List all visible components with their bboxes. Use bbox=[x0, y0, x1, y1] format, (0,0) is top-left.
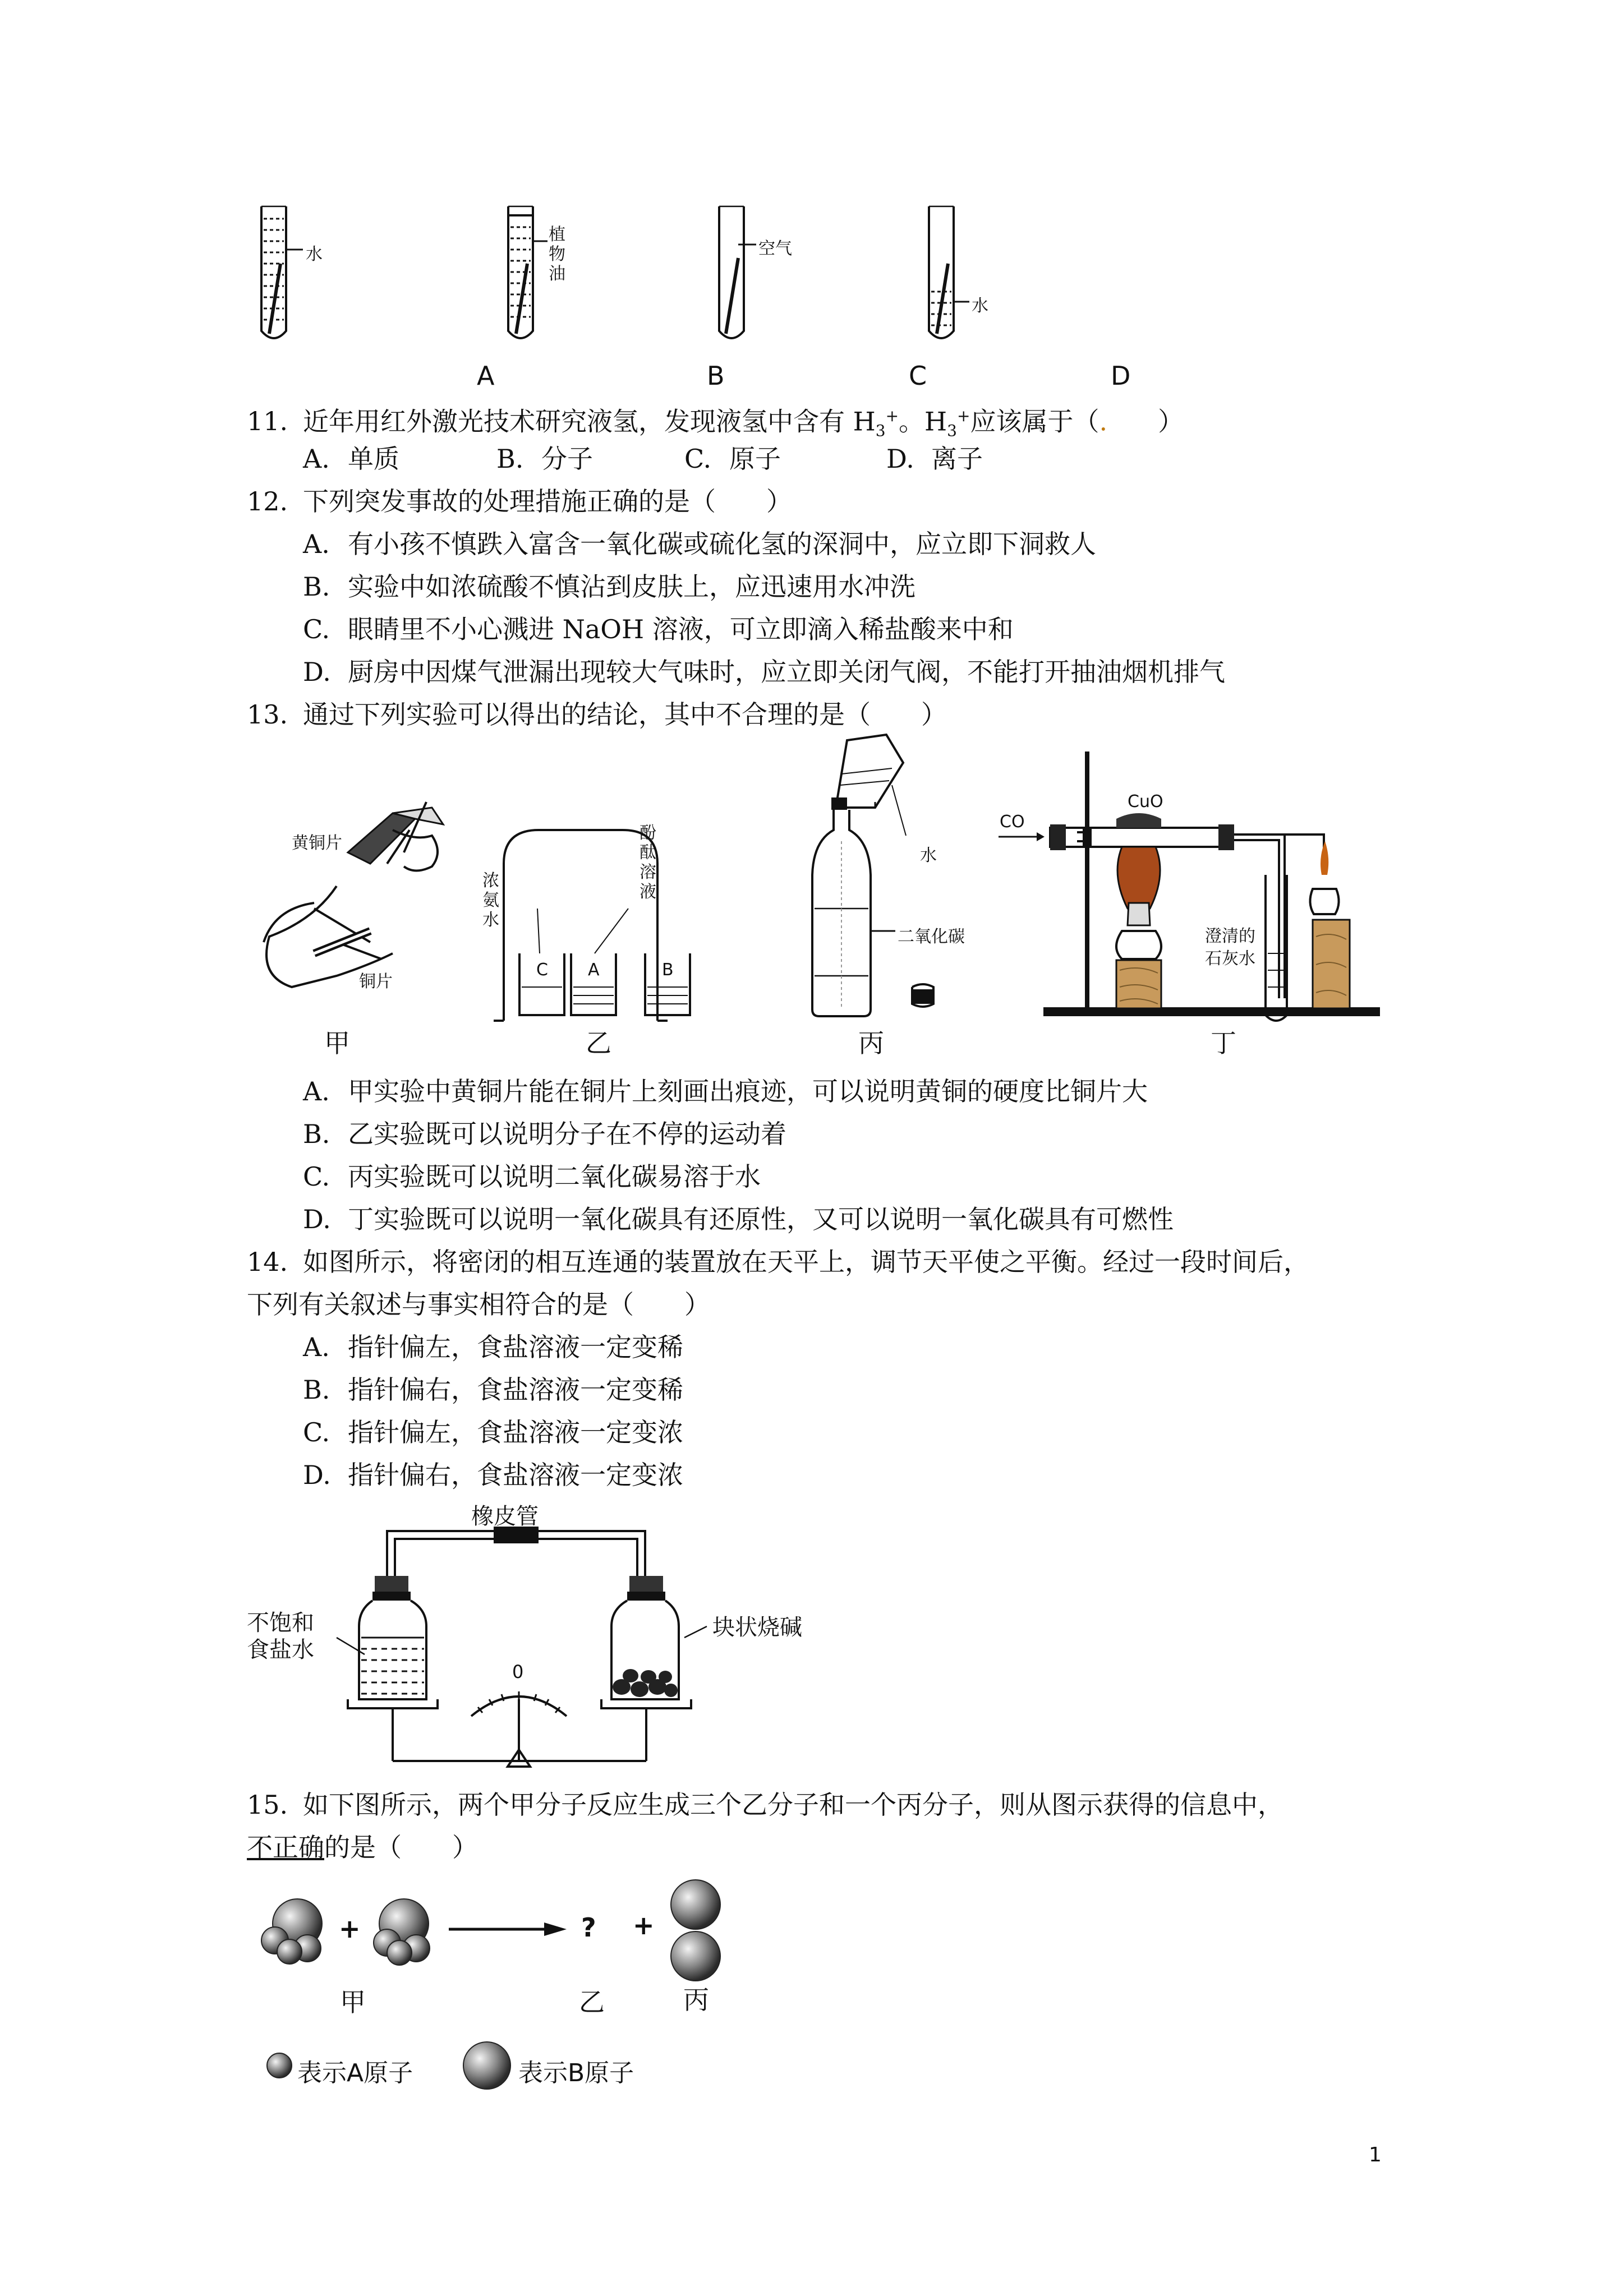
q14-number: 14. bbox=[247, 1247, 288, 1277]
q11-option-b[interactable]: B. 分子 bbox=[496, 444, 593, 474]
q14-tube-label: 橡皮管 bbox=[471, 1504, 539, 1529]
ding-note-co: CO bbox=[1000, 812, 1025, 832]
bing-note-co2: 二氧化碳 bbox=[898, 927, 965, 947]
q13-number: 13. bbox=[247, 699, 288, 730]
yi-beaker-c: C bbox=[536, 960, 548, 980]
q12-stem-text: 下列突发事故的处理措施正确的是（ bbox=[303, 486, 716, 517]
q11-sub2: 3 bbox=[947, 421, 957, 440]
q14-stem-text-1: 如图所示，将密闭的相互连通的装置放在天平上，调节天平使之平衡。经过一段时间后， bbox=[303, 1247, 1309, 1277]
q11-sup2: + bbox=[957, 407, 970, 425]
caption-bing: 丙 bbox=[858, 1028, 884, 1058]
yi-note-phenol-1: 酚 bbox=[640, 823, 656, 843]
yi-note-phenol-3: 溶 bbox=[640, 863, 656, 882]
q11-option-c[interactable]: C. 原子 bbox=[684, 444, 781, 474]
tube-b-note-3: 油 bbox=[549, 264, 565, 284]
q15-legend-b: 表示B原子 bbox=[518, 2059, 634, 2087]
q15-underlined: 不正确 bbox=[247, 1832, 324, 1862]
q14-left-label-1: 不饱和 bbox=[247, 1610, 314, 1636]
q11-sub1: 3 bbox=[875, 421, 886, 440]
q15-caption-yi: 乙 bbox=[579, 1987, 605, 2017]
q11-sup1: + bbox=[885, 407, 899, 425]
q15-legend-a: 表示A原子 bbox=[297, 2059, 413, 2087]
tube-label-c: C bbox=[909, 361, 927, 391]
q14-left-label-2: 食盐水 bbox=[247, 1637, 314, 1663]
q11-stray-dot: . bbox=[1099, 406, 1108, 437]
tube-b-note-2: 物 bbox=[549, 245, 565, 264]
tube-label-d: D bbox=[1111, 361, 1131, 391]
page-number: 1 bbox=[1369, 2143, 1382, 2166]
q14-close: ） bbox=[684, 1289, 710, 1320]
q13-stem-text: 通过下列实验可以得出的结论，其中不合理的是（ bbox=[303, 699, 871, 730]
yi-note-ammonia-1: 浓 bbox=[482, 871, 499, 891]
bing-note-water: 水 bbox=[920, 846, 937, 865]
q12-number: 12. bbox=[247, 486, 288, 517]
caption-jia: 甲 bbox=[324, 1028, 350, 1058]
q13-option-c[interactable]: C. 丙实验既可以说明二氧化碳易溶于水 bbox=[303, 1161, 761, 1192]
q15-stem-text-2: 的是（ bbox=[324, 1832, 402, 1862]
ding-note-cuo: CuO bbox=[1128, 792, 1163, 812]
yi-beaker-b: B bbox=[662, 960, 674, 980]
ding-note-limewater-1: 澄清的 bbox=[1205, 926, 1255, 946]
q11-option-a[interactable]: A. 单质 bbox=[303, 444, 399, 474]
tube-b-note-1: 植 bbox=[549, 225, 565, 245]
tube-label-a: A bbox=[477, 361, 495, 391]
caption-ding: 丁 bbox=[1211, 1028, 1236, 1058]
caption-yi: 乙 bbox=[586, 1028, 611, 1058]
q13-option-d[interactable]: D. 丁实验既可以说明一氧化碳具有还原性，又可以说明一氧化碳具有可燃性 bbox=[303, 1204, 1174, 1234]
q15-caption-jia: 甲 bbox=[340, 1987, 366, 2017]
q11-option-d[interactable]: D. 离子 bbox=[886, 444, 983, 474]
q14-option-c[interactable]: C. 指针偏左，食盐溶液一定变浓 bbox=[303, 1417, 683, 1447]
q14-option-d[interactable]: D. 指针偏右，食盐溶液一定变浓 bbox=[303, 1460, 683, 1490]
q13-option-b[interactable]: B. 乙实验既可以说明分子在不停的运动着 bbox=[303, 1119, 786, 1149]
jia-note-brass: 黄铜片 bbox=[292, 833, 342, 853]
yi-note-ammonia-2: 氨 bbox=[482, 891, 499, 910]
q11-text-after: 应该属于（ bbox=[970, 406, 1099, 437]
q14-stem-text-2: 下列有关叙述与事实相符合的是（ bbox=[247, 1289, 634, 1320]
q12-option-a[interactable]: A. 有小孩不慎跌入富含一氧化碳或硫化氢的深洞中，应立即下洞救人 bbox=[303, 529, 1096, 559]
yi-beaker-a: A bbox=[588, 960, 600, 980]
tube-c-note: 空气 bbox=[758, 239, 792, 259]
q11-close: ） bbox=[1158, 406, 1184, 437]
q14-option-b[interactable]: B. 指针偏右，食盐溶液一定变稀 bbox=[303, 1375, 683, 1405]
yi-note-phenol-2: 酞 bbox=[640, 843, 656, 863]
q13-close: ） bbox=[921, 699, 947, 730]
tube-label-b: B bbox=[707, 361, 725, 391]
q15-plus-2: + bbox=[633, 1910, 655, 1940]
q12-option-d[interactable]: D. 厨房中因煤气泄漏出现较大气味时，应立即关闭气阀，不能打开抽油烟机排气 bbox=[303, 657, 1225, 687]
yi-note-phenol-4: 液 bbox=[640, 882, 656, 902]
q12-close: ） bbox=[766, 486, 792, 517]
tube-d-note: 水 bbox=[972, 296, 988, 316]
tube-a-note: 水 bbox=[306, 245, 323, 264]
q15-stem-text-1: 如下图所示，两个甲分子反应生成三个乙分子和一个丙分子，则从图示获得的信息中， bbox=[303, 1790, 1283, 1820]
q15-question: ? bbox=[581, 1912, 596, 1943]
q14-option-a[interactable]: A. 指针偏左，食盐溶液一定变稀 bbox=[303, 1332, 683, 1362]
q14-scale-zero: 0 bbox=[512, 1661, 524, 1682]
yi-note-ammonia-3: 水 bbox=[482, 910, 499, 930]
q11-number: 11. bbox=[247, 406, 288, 437]
ding-note-limewater-2: 石灰水 bbox=[1205, 949, 1255, 969]
q12-option-b[interactable]: B. 实验中如浓硫酸不慎沾到皮肤上，应迅速用水冲洗 bbox=[303, 571, 915, 602]
jia-note-copper: 铜片 bbox=[359, 972, 393, 992]
q15-number: 15. bbox=[247, 1790, 288, 1820]
q14-right-label: 块状烧碱 bbox=[712, 1615, 802, 1640]
q12-option-c[interactable]: C. 眼睛里不小心溅进 NaOH 溶液，可立即滴入稀盐酸来中和 bbox=[303, 614, 1014, 644]
q15-close: ） bbox=[452, 1832, 478, 1862]
q15-plus-1: + bbox=[339, 1914, 361, 1944]
q13-option-a[interactable]: A. 甲实验中黄铜片能在铜片上刻画出痕迹，可以说明黄铜的硬度比铜片大 bbox=[303, 1076, 1148, 1106]
q15-caption-bing: 丙 bbox=[683, 1985, 709, 2015]
q11-mid: 。H bbox=[899, 406, 947, 437]
q11-text-before: 近年用红外激光技术研究液氢，发现液氢中含有 H bbox=[303, 406, 876, 437]
